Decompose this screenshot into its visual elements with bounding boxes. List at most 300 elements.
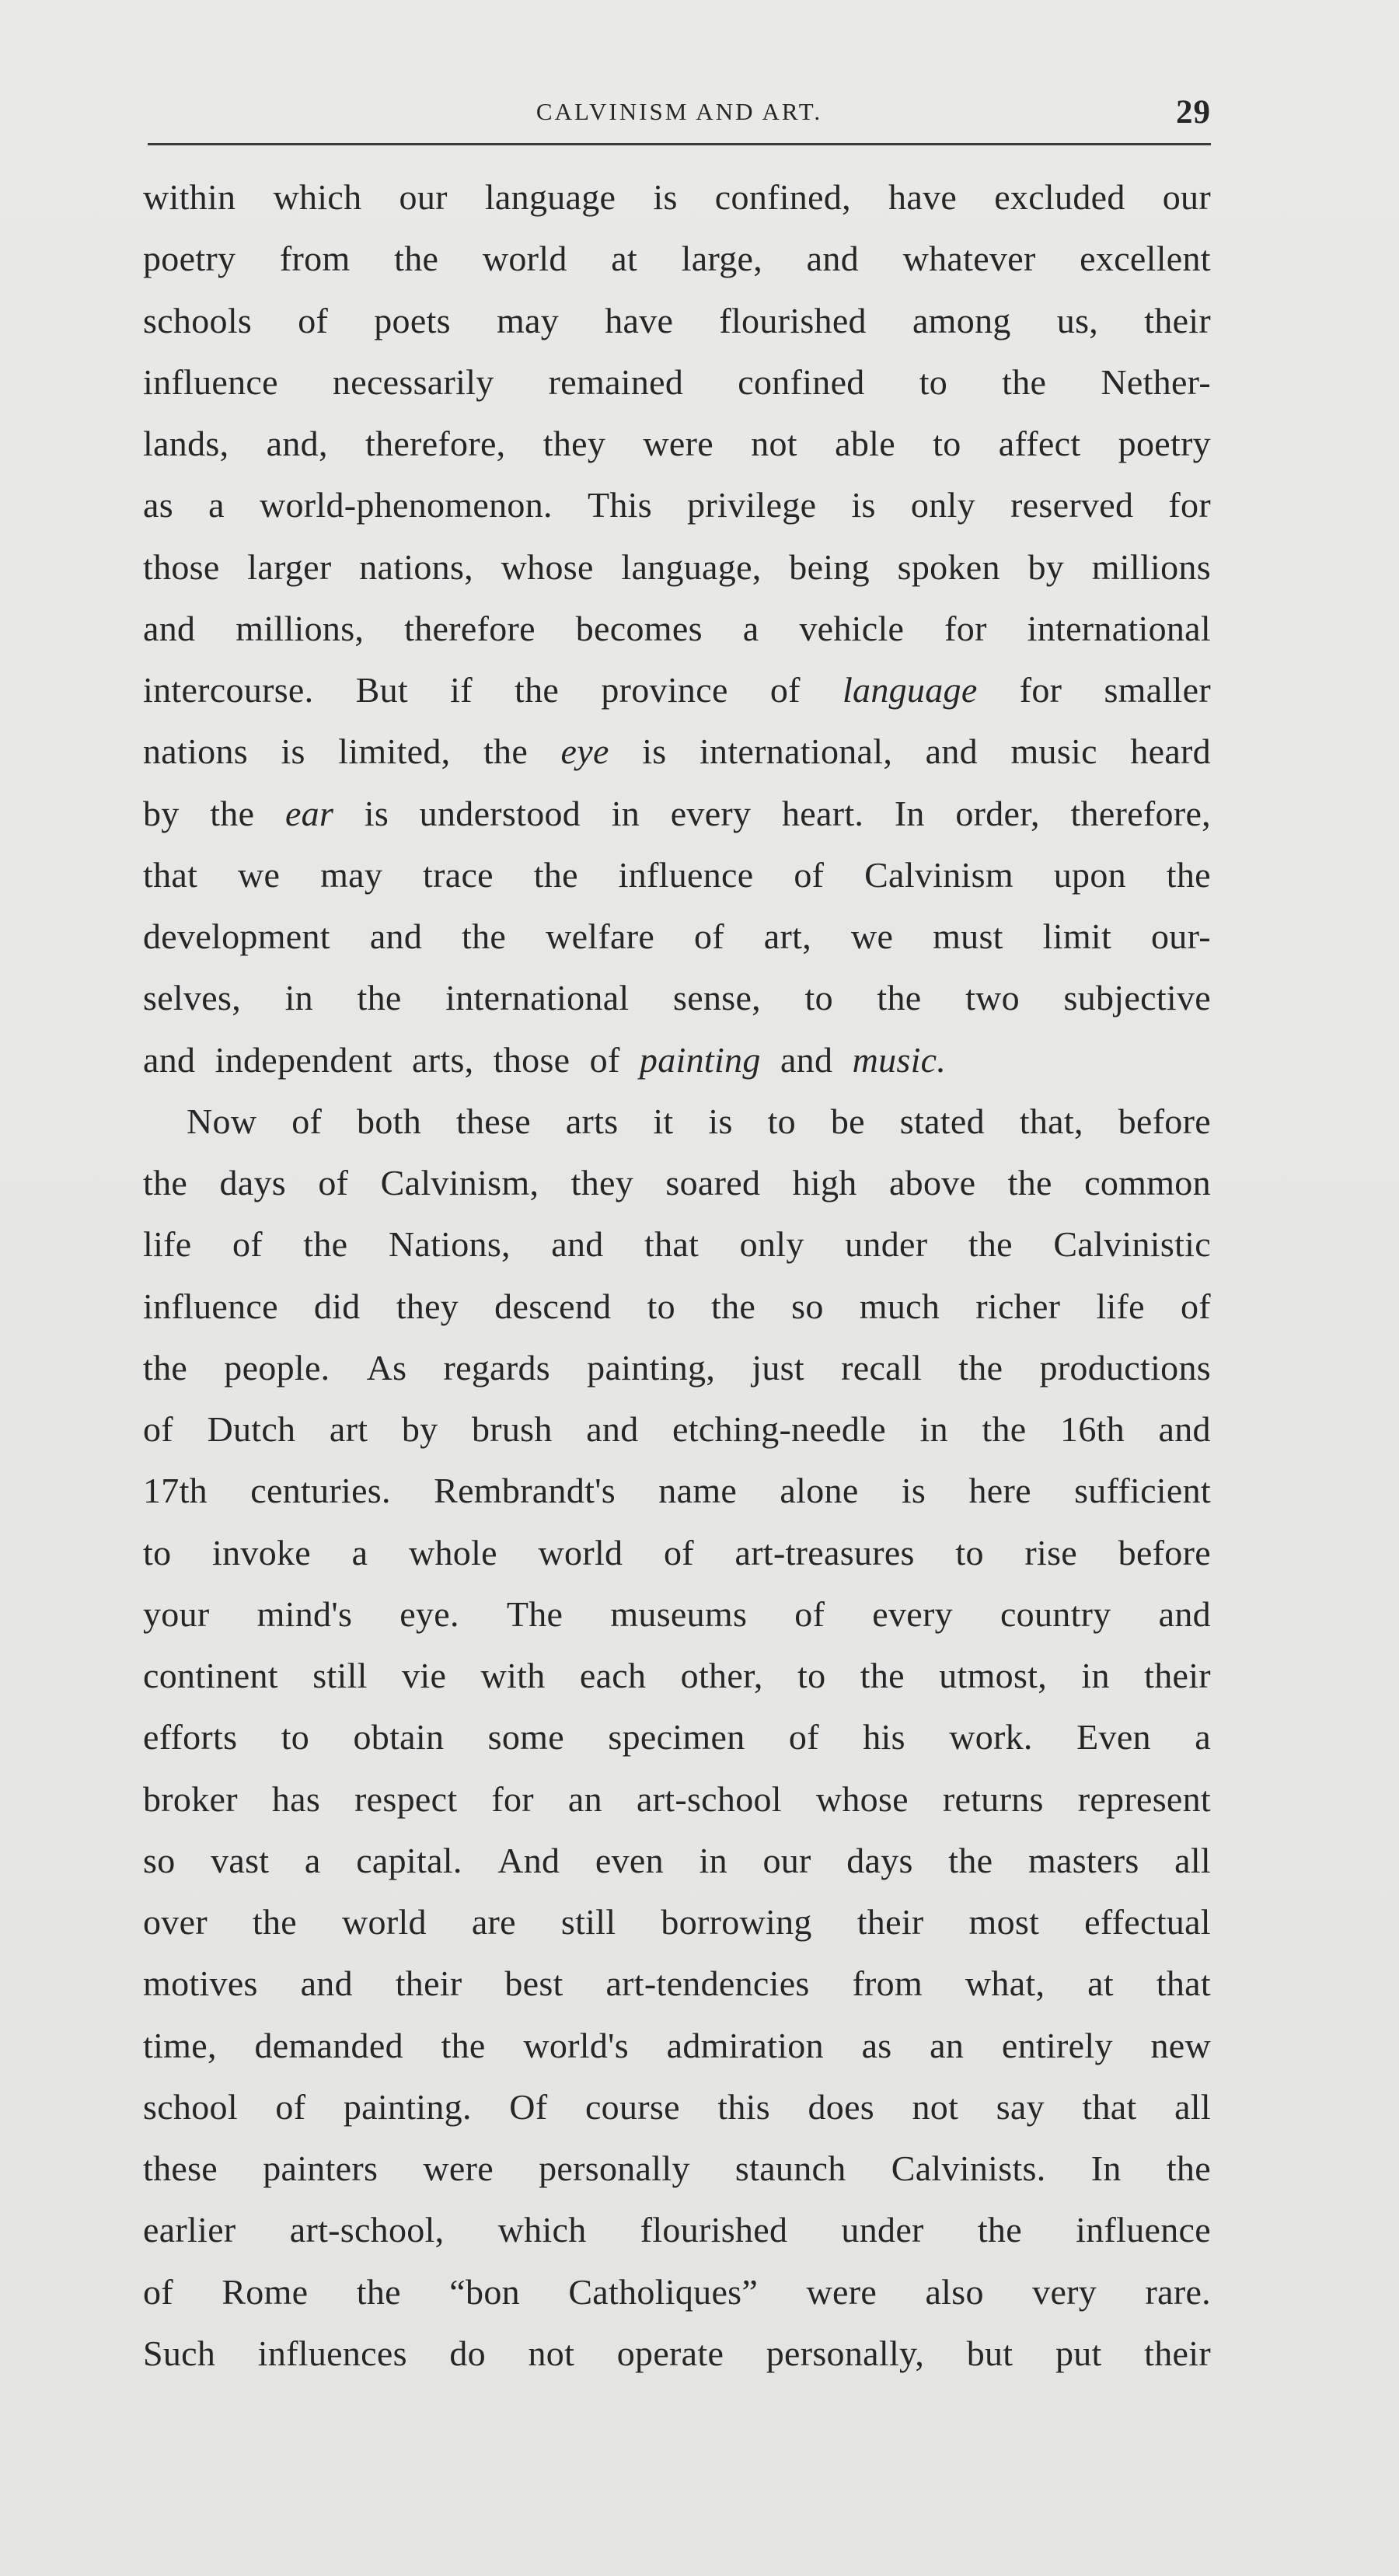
word: from [279,239,351,279]
word: among [912,300,1011,340]
word: flourished [719,300,867,340]
word: recall [841,1347,923,1387]
italic-word: eye [560,731,609,772]
word: their [1144,300,1211,340]
paragraph [143,166,1211,1091]
word: the [968,1224,1013,1265]
word: museums [610,1593,748,1634]
word: course [584,2086,680,2127]
text-line [143,1891,1211,1953]
text-line [143,290,1211,351]
word: so [791,1286,824,1326]
word: returns [942,1778,1044,1819]
word: influence [618,854,754,895]
text-line [143,1830,1211,1891]
word: is [642,731,667,772]
word: heard [1130,731,1211,772]
word: smaller [1104,670,1211,710]
word: art-school, [289,2210,445,2250]
word: for [491,1778,534,1819]
word: whose [815,1778,909,1819]
text-line [143,2261,1211,2323]
word: within [143,177,236,217]
word: the [710,1286,756,1326]
word: “bon [449,2271,520,2312]
word: of [693,916,724,956]
word: it [653,1101,674,1141]
word: etching-needle [672,1409,886,1449]
word: new [1150,2025,1211,2065]
word: only [739,1224,804,1265]
word: of [589,1039,620,1080]
word: life [1096,1286,1145,1326]
word: millions [1091,546,1211,587]
word: productions [1039,1347,1211,1387]
word: an [567,1778,602,1819]
word: for [1019,670,1062,710]
word: in [611,793,640,833]
word: lands, [143,424,229,463]
word: therefore [404,608,536,648]
word: and [586,1409,639,1449]
word: The [506,1593,563,1634]
word: and [369,916,423,956]
word: entirely [1001,2025,1113,2065]
word: the [515,670,560,710]
word: of [143,2271,173,2312]
word: before [1118,1101,1211,1141]
word: staunch [734,2148,846,2188]
word: name [658,1471,738,1511]
word: may [496,300,560,340]
word: the [1166,2148,1211,2188]
word: of [769,670,801,710]
word: most [968,1902,1040,1942]
word: may [320,854,383,895]
word: the [394,239,439,279]
word: their [1144,2333,1211,2373]
word: days [846,1840,913,1880]
word: invoke [212,1532,312,1572]
word: of [143,1409,173,1449]
word: vehicle [799,608,905,648]
word: art-treasures [734,1532,915,1572]
word: by [143,793,180,833]
word: obtain [353,1717,445,1757]
word: high [792,1163,857,1202]
word: But [355,670,408,710]
word: confined, [714,177,851,217]
word: and [143,1039,196,1080]
word: Rembrandt's [434,1471,616,1511]
word: limited, [338,731,451,772]
word: were [643,424,713,463]
word: this [717,2086,770,2127]
word: to [143,1532,172,1572]
word: over [143,1902,208,1942]
word: only [910,485,975,525]
text-line [143,536,1211,598]
word: excellent [1080,239,1211,279]
word: of [663,1532,694,1572]
word: the [252,1902,298,1942]
word: do [449,2333,486,2373]
word: flourished [640,2210,788,2250]
word: some [487,1717,564,1757]
page-number: 29 [1176,94,1211,131]
word: arts [565,1101,619,1141]
word: the [982,1409,1027,1449]
word: both [357,1101,422,1141]
word: a [208,485,225,525]
word: the [860,1656,905,1695]
word: therefore, [365,424,506,463]
text-line [143,1645,1211,1706]
word: and [1158,1593,1211,1634]
text-line [143,1953,1211,2014]
word: two [965,978,1020,1018]
word: motives [143,1963,258,2004]
word: 17th [143,1471,208,1511]
word: heart. [781,793,864,833]
word: their [1144,1656,1211,1695]
word: art-tendencies [605,1963,810,2004]
word: painters [263,2148,379,2188]
word: personally, [766,2333,925,2373]
word: has [271,1778,321,1819]
word: As [366,1347,407,1387]
text-line [143,659,1211,721]
word: in [284,978,313,1018]
word: the [977,2210,1022,2250]
word: and [806,239,859,279]
word: able [835,424,895,463]
text-line [143,166,1211,228]
word: privilege [687,485,817,525]
word: say [996,2086,1045,2127]
word: work. [949,1717,1033,1757]
word: is [281,731,305,772]
word: they [396,1286,459,1326]
word: to [281,1717,310,1757]
word: sense, [673,978,761,1018]
word: very [1032,2271,1097,2312]
word: under [841,2210,924,2250]
word: all [1174,1840,1211,1880]
word: the [143,1347,188,1387]
word: descend [494,1286,612,1326]
word: intercourse. [143,670,314,710]
text-line [143,413,1211,474]
word: we [850,916,894,956]
word: the [210,793,255,833]
word: school [143,2086,238,2127]
word: poetry [1118,424,1211,463]
word: respect [354,1778,458,1819]
word: development [143,916,330,956]
word: still [560,1902,616,1942]
word: these [143,2148,218,2188]
word: the [958,1347,1003,1387]
text-line [143,1091,1211,1152]
text-line [143,906,1211,967]
word: capital. [356,1840,462,1880]
word: and [925,731,978,772]
word: of [232,1224,263,1265]
word: they [570,1163,634,1202]
word: a [304,1840,321,1880]
word: which [273,177,362,217]
word: in [919,1409,948,1449]
word: the [533,854,578,895]
text-line [143,2076,1211,2138]
word: reserved [1010,485,1134,525]
word: are [471,1902,516,1942]
word: and [780,1039,833,1080]
word: but [966,2333,1013,2373]
word: to [767,1101,796,1141]
word: here [968,1471,1031,1511]
word: upon [1053,854,1126,895]
word: utmost, [939,1656,1048,1695]
word: must [933,916,1003,956]
text-line [143,1152,1211,1213]
text-line [143,474,1211,536]
word: painting, [587,1347,716,1387]
word: This [587,485,652,525]
word: each [579,1656,647,1695]
word: is [708,1101,733,1141]
word: excluded [994,177,1125,217]
word: sufficient [1074,1471,1211,1511]
word: art-school [636,1778,782,1819]
text-line [143,228,1211,289]
word: limit [1042,916,1112,956]
word: of [298,300,329,340]
text-line [143,967,1211,1028]
word: those [143,546,220,587]
word: personally [539,2148,690,2188]
word: subjective [1063,978,1211,1018]
word: our [762,1840,811,1880]
word: Nations, [388,1224,511,1265]
word: is [364,793,389,833]
word: the [1166,854,1211,895]
word: regards [443,1347,551,1387]
word: affect [998,424,1081,463]
word: efforts [143,1717,238,1757]
text-line [143,1398,1211,1460]
word: the [1002,361,1047,402]
word: a [1195,1717,1211,1757]
word: not [528,2333,575,2373]
word: soared [665,1163,761,1202]
word: of [1180,1286,1211,1326]
word: from [852,1963,923,2004]
word: and, [266,424,328,463]
word: effectual [1084,1902,1211,1942]
word: their [395,1963,462,2004]
text-line [143,1583,1211,1645]
word: Calvinism, [380,1163,539,1202]
word: were [423,2148,494,2188]
word: to [933,424,961,463]
word: Calvinistic [1053,1224,1211,1265]
word: all [1174,2086,1211,2127]
word: art [329,1409,368,1449]
word: schools [143,300,253,340]
word: with [480,1656,546,1695]
word: music [1010,731,1097,772]
word: still [312,1656,368,1695]
word: people. [224,1347,330,1387]
word: language, [621,546,762,587]
word: not [912,2086,959,2127]
word: admiration [666,2025,824,2065]
word: represent [1077,1778,1211,1819]
word: Now [187,1101,257,1141]
word: welfare [546,916,655,956]
text-line [143,1522,1211,1583]
word: international [445,978,630,1018]
word: large, [681,239,763,279]
word: the [356,2271,401,2312]
word: spoken [897,546,1000,587]
word: so [143,1840,176,1880]
word: did [313,1286,361,1326]
word: best [504,1963,563,2004]
word: before [1118,1532,1211,1572]
word: being [789,546,870,587]
word: international [1027,608,1211,648]
page-header [148,93,1211,148]
paragraph [143,1091,1211,2384]
word: richer [975,1286,1061,1326]
word: in [699,1840,727,1880]
italic-word: language [842,670,978,710]
word: days [219,1163,286,1202]
word: time, [143,2025,217,2065]
word: international, [699,731,893,772]
word: the [948,1840,993,1880]
word: 16th [1060,1409,1125,1449]
word: therefore, [1070,793,1211,833]
word: of [275,2086,306,2127]
word: becomes [575,608,703,648]
word: the [462,916,507,956]
word: of [788,1717,819,1757]
word: independent [215,1039,392,1080]
word: of [291,1101,323,1141]
word: just [752,1347,804,1387]
word: Dutch [207,1409,296,1449]
running-title: CALVINISM AND ART. [536,98,823,125]
text-line [143,1276,1211,1337]
word: for [1168,485,1211,525]
word: that [143,854,198,895]
word: the [483,731,529,772]
italic-word: painting [639,1039,761,1080]
word: life [143,1224,192,1265]
word: to [919,361,948,402]
word: earlier [143,2210,236,2250]
word: his [863,1717,905,1757]
text-line [143,844,1211,906]
word: what, [965,1963,1045,2004]
word: as [861,2025,892,2065]
word: the [143,1163,188,1202]
word: Of [509,2086,548,2127]
word: In [1090,2148,1122,2188]
word: not [751,424,797,463]
word: continent [143,1656,278,1695]
word: rise [1024,1532,1078,1572]
header-rule [148,143,1211,145]
word: poets [374,300,451,340]
word: remained [548,361,684,402]
word: necessarily [332,361,494,402]
word: whatever [902,239,1036,279]
word: is [901,1471,926,1511]
word: Calvinism [864,854,1013,895]
word: us, [1056,300,1099,340]
word: which [497,2210,587,2250]
word: operate [616,2333,724,2373]
text-line [143,2015,1211,2076]
word: much [859,1286,940,1326]
word: world [342,1902,427,1942]
word: Such [143,2333,216,2373]
text-line [143,351,1211,413]
word: Nether- [1101,361,1211,402]
word: broker [143,1778,238,1819]
word: influence [1076,2210,1211,2250]
word: and [300,1963,353,2004]
word: the [357,978,402,1018]
word: put [1055,2333,1102,2373]
word: their [856,1902,924,1942]
italic-word: ear [284,793,334,833]
word: painting. [343,2086,472,2127]
text-line [143,783,1211,844]
word: order, [955,793,1040,833]
word: poetry [143,239,236,279]
word: be [830,1101,865,1141]
word: above [888,1163,976,1202]
word: to [647,1286,675,1326]
word: world [482,239,567,279]
word: that [644,1224,700,1265]
word: language [484,177,616,217]
text-line [143,2138,1211,2199]
word: that, [1019,1101,1083,1141]
word: other, [680,1656,763,1695]
word: your [143,1593,210,1634]
word: nations, [359,546,473,587]
word: the [441,2025,486,2065]
word: In [894,793,925,833]
word: confined [738,361,865,402]
word: and [143,608,196,648]
word: the [303,1224,348,1265]
text-line [143,1029,1211,1091]
word: Calvinists. [891,2148,1046,2188]
word: world-phenomenon. [259,485,553,525]
word: country [1000,1593,1111,1634]
body-text [143,166,1211,2384]
word: province [601,670,728,710]
word: vie [402,1656,447,1695]
